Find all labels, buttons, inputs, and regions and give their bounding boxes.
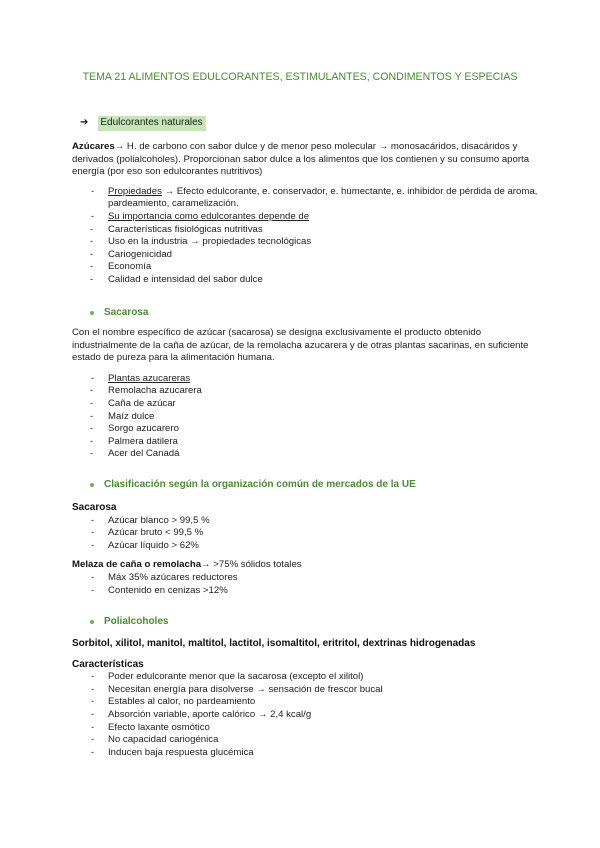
melaza-text: → >75% sólidos totales <box>201 559 302 571</box>
list-item: - Cariogenicidad <box>72 249 542 262</box>
list-item: - No capacidad cariogénica <box>72 734 542 747</box>
bullet-icon <box>90 620 94 624</box>
section-heading-sacarosa <box>90 307 148 320</box>
arrow-icon: ➔ <box>80 117 89 128</box>
list-item: - Azúcar líquido > 62% <box>72 540 542 553</box>
propiedades-text: → Efecto edulcorante, e. conservador, e. humectante, e. inhibidor de pérdida de aroma, pardeamiento, caramelización. <box>108 185 538 210</box>
list-item: - Características fisiológicas nutritivas <box>72 224 542 237</box>
polialcoholes-block <box>72 638 542 759</box>
list-item: - Remolacha azucarera <box>72 385 542 398</box>
sacarosa-heading: Sacarosa <box>104 307 149 318</box>
list-item: - Maíz dulce <box>72 411 542 424</box>
clasificacion-block <box>72 502 542 597</box>
list-item: - Efecto laxante osmótico <box>72 722 542 735</box>
polialcoholes-list-line: Sorbitol, xilitol, manitol, maltitol, lactitol, isomaltitol, eritritol, dextrinas hidrogenadas <box>72 638 476 649</box>
list-item: - Azúcar bruto < 99,5 % <box>72 527 542 540</box>
bullet-icon <box>90 483 94 487</box>
list-item <box>72 211 542 224</box>
plants-sublist <box>72 385 542 461</box>
list-item: - Necesitan energía para disolverse → sensación de frescor bucal <box>72 684 542 697</box>
clasificacion-heading: Clasificación según la organización común de mercados de la UE <box>104 479 416 490</box>
propiedades-label: Propiedades <box>108 185 162 197</box>
list-item: - Caña de azúcar <box>72 398 542 411</box>
melaza-label: Melaza de caña o remolacha <box>72 559 202 571</box>
list-item: - Sorgo azucarero <box>72 423 542 436</box>
azucares-list <box>72 186 542 224</box>
plantas-list <box>72 373 542 386</box>
list-item: - Absorción variable, aporte calórico → 2,4 kcal/g <box>72 709 542 722</box>
list-item <box>72 186 542 211</box>
importancia-sublist <box>72 224 542 287</box>
sacarosa-subheading: Sacarosa <box>72 502 117 513</box>
section-heading-edulcorantes <box>80 116 206 131</box>
azucares-paragraph <box>72 141 542 179</box>
bullet-icon <box>90 311 94 315</box>
page-title: TEMA 21 ALIMENTOS EDULCORANTES, ESTIMULANTES, CONDIMENTOS Y ESPECIAS <box>82 71 518 83</box>
caracteristicas-list <box>72 671 542 759</box>
importancia-label: Su importancia como edulcorantes depende de <box>108 210 310 222</box>
sacarosa-block <box>72 327 542 461</box>
list-item: - Palmera datilera <box>72 436 542 449</box>
azucares-block <box>72 141 542 287</box>
caracteristicas-subheading: Características <box>72 658 144 670</box>
melaza-line <box>72 559 542 572</box>
list-item: - Máx 35% azúcares reductores <box>72 572 542 585</box>
list-item: - Poder edulcorante menor que la sacarosa (excepto el xilitol) <box>72 671 542 684</box>
list-item: - Economía <box>72 261 542 274</box>
azucares-term: Azúcares <box>72 141 115 152</box>
list-item: - Estables al calor, no pardeamiento <box>72 696 542 709</box>
sacarosa-paragraph: Con el nombre específico de azúcar (sacarosa) se designa exclusivamente el producto obtenido industrialmente de la caña de azúcar, de la remolacha azucarera y de otras plantas sacarinas, en suficiente estado de pureza para la alimentación humana. <box>72 327 529 364</box>
section-heading-polialcoholes <box>90 616 168 629</box>
list-item: - Contenido en cenizas >12% <box>72 585 542 598</box>
list-item: - Uso en la industria → propiedades tecnológicas <box>72 236 542 249</box>
azucares-definition: → H. de carbono con sabor dulce y de menor peso molecular → monosacáridos, disacáridos y derivados (polialcoholes). Proporcionan sabor dulce a los alimentos que los contienen y su consumo aporta energía (por eso son edulcorantes nutritivos) <box>72 141 530 178</box>
melaza-list <box>72 572 542 597</box>
list-item: - Calidad e intensidad del sabor dulce <box>72 274 542 287</box>
highlighted-heading-text: Edulcorantes naturales <box>98 116 205 131</box>
plantas-label: Plantas azucareras <box>108 372 191 384</box>
sacarosa-types-list <box>72 515 542 553</box>
list-item: - Acer del Canadá <box>72 448 542 461</box>
list-item: - Azúcar blanco > 99,5 % <box>72 515 542 528</box>
list-item: - Inducen baja respuesta glucémica <box>72 747 542 760</box>
list-item <box>72 373 542 386</box>
section-heading-clasificacion <box>90 479 416 492</box>
polialcoholes-heading: Polialcoholes <box>104 616 169 627</box>
